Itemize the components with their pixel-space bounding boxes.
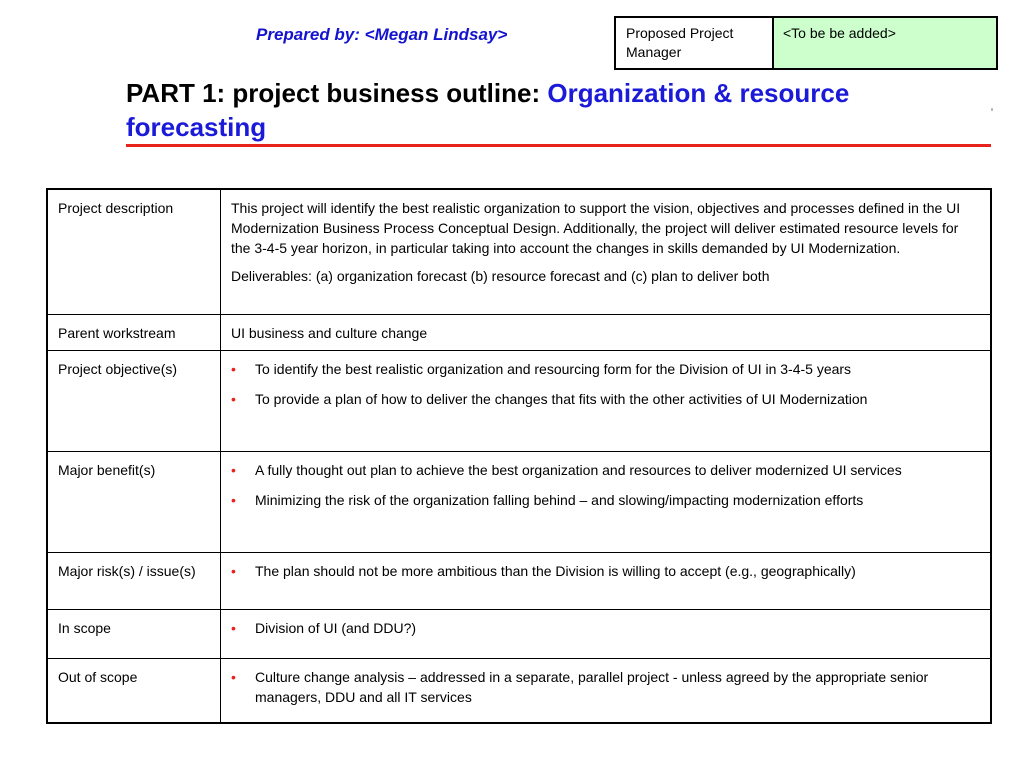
business-outline-table [46, 188, 992, 724]
content-paragraph: This project will identify the best realistic organization to support the vision, objectives and processes defined in the UI Modernization Business Process Conceptual Design. Additionally, the project will deliver estimated resource levels for the 3-4-5 year horizon, in particular taking into account the changes in skills demanded by UI Modernization. [231, 200, 961, 256]
row-label: Project description [47, 189, 221, 314]
bullet-item [231, 389, 980, 409]
bullet-list [231, 667, 980, 707]
bullet-text: Culture change analysis – addressed in a separate, parallel project - unless agreed by the appropriate senior managers, DDU and all IT services [255, 668, 929, 705]
row-label: Parent workstream [47, 314, 221, 350]
bullet-item [231, 359, 980, 379]
row-content [221, 451, 992, 552]
row-content [221, 189, 992, 314]
prepared-by: Prepared by: <Megan Lindsay> [256, 25, 508, 44]
bullet-icon: • [231, 668, 236, 685]
bullet-item [231, 618, 980, 638]
bullet-item [231, 561, 980, 581]
table-row [47, 658, 991, 723]
bullet-list [231, 561, 980, 581]
bullet-icon: • [231, 491, 236, 508]
table-row [47, 314, 991, 350]
bullet-item [231, 490, 980, 510]
table-body [47, 189, 991, 723]
bullet-item [231, 667, 980, 707]
bullet-item [231, 460, 980, 480]
table-row [47, 350, 991, 451]
table-row [47, 609, 991, 658]
table-row [47, 189, 991, 314]
bullet-icon: • [231, 619, 236, 636]
bullet-list [231, 618, 980, 638]
bullet-text: The plan should not be more ambitious than the Division is willing to accept (e.g., geographically) [255, 562, 856, 579]
title-main: PART 1: project business outline: [126, 78, 548, 108]
table-row [47, 552, 991, 609]
table-row [47, 451, 991, 552]
bullet-text: A fully thought out plan to achieve the best organization and resources to deliver modernized UI services [255, 461, 902, 478]
bullet-icon: • [231, 360, 236, 377]
project-manager-box [614, 16, 998, 70]
stray-mark [991, 108, 993, 111]
row-label: Out of scope [47, 658, 221, 723]
title-accent: Organization & resource forecasting [126, 78, 850, 142]
bullet-list [231, 359, 980, 409]
content-paragraph: UI business and culture change [231, 324, 428, 341]
row-label: Major risk(s) / issue(s) [47, 552, 221, 609]
bullet-text: To provide a plan of how to deliver the changes that fits with the other activities of UI Modernization [255, 390, 868, 407]
row-label: Major benefit(s) [47, 451, 221, 552]
title-divider [126, 144, 991, 147]
bullet-text: To identify the best realistic organization and resourcing form for the Division of UI in 3-4-5 years [255, 360, 852, 377]
content-paragraph: Deliverables: (a) organization forecast (b) resource forecast and (c) plan to deliver both [231, 268, 770, 284]
bullet-text: Minimizing the risk of the organization falling behind – and slowing/impacting modernization efforts [255, 491, 864, 508]
row-content [221, 314, 992, 350]
pm-label: Proposed Project Manager [616, 18, 774, 68]
bullet-text: Division of UI (and DDU?) [255, 619, 417, 636]
bullet-list [231, 460, 980, 510]
bullet-icon: • [231, 390, 236, 407]
page-title [126, 76, 996, 144]
row-content [221, 658, 992, 723]
row-label: In scope [47, 609, 221, 658]
row-label: Project objective(s) [47, 350, 221, 451]
bullet-icon: • [231, 562, 236, 579]
row-content [221, 350, 992, 451]
row-content [221, 609, 992, 658]
bullet-icon: • [231, 461, 236, 478]
row-content [221, 552, 992, 609]
pm-value: <To be be added> [774, 18, 996, 68]
